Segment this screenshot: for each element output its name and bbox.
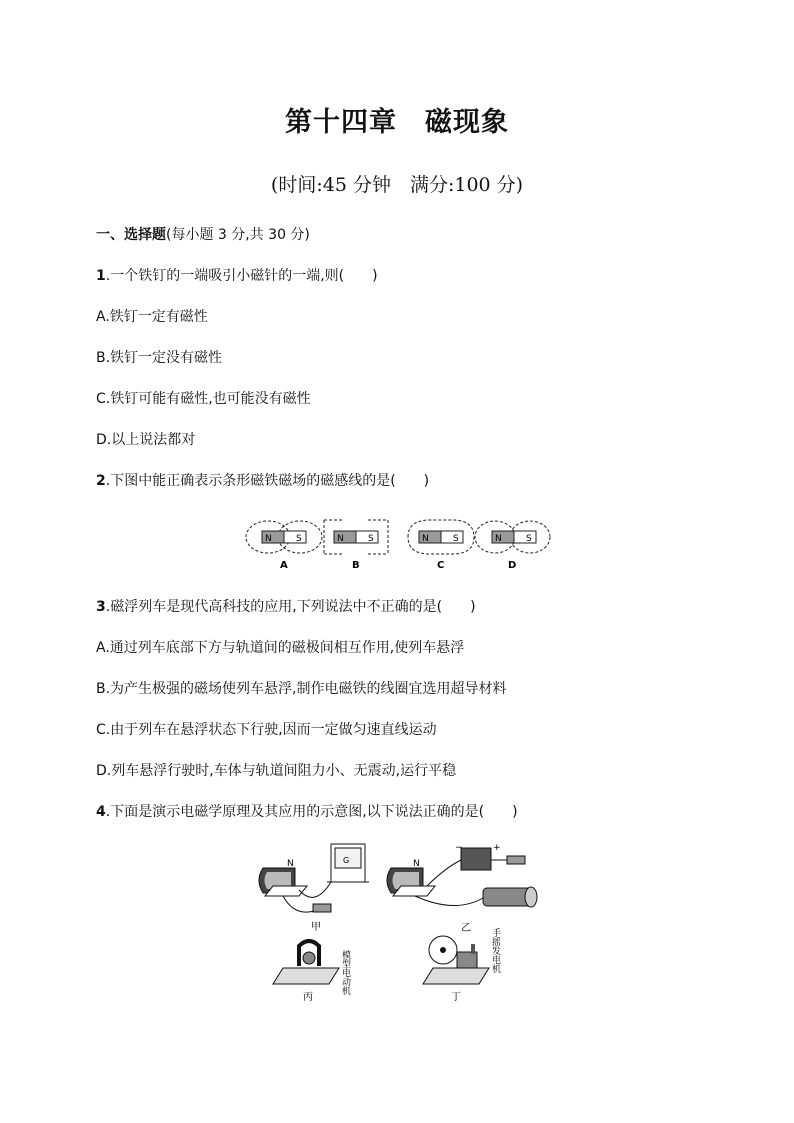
pole-s: S	[526, 534, 532, 544]
question-stem: .一个铁钉的一端吸引小磁针的一端,则( )	[105, 268, 378, 284]
pole-s: S	[368, 534, 374, 544]
electromagnetism-apparatus-figure	[255, 838, 555, 1008]
figure-option-b	[324, 520, 388, 571]
section-note: (每小题 3 分,共 30 分)	[166, 227, 310, 243]
figure-label-jia: 甲	[311, 922, 321, 933]
pole-n: N	[495, 534, 502, 544]
page-subtitle: (时间:45 分钟 满分:100 分)	[270, 174, 524, 196]
figure-label-d: D	[508, 560, 517, 571]
pole-n: N	[265, 534, 272, 544]
q1-option-c: C.铁钉可能有磁性,也可能没有磁性	[96, 391, 311, 407]
figure-label-a: A	[280, 560, 288, 571]
pole-s: S	[453, 534, 459, 544]
apparatus-jia	[259, 844, 369, 933]
figure-label-bing: 丙	[303, 992, 313, 1003]
q3-option-d: D.列车悬浮行驶时,车体与轨道间阻力小、无震动,运行平稳	[96, 763, 457, 779]
q3-option-b: B.为产生极强的磁场使列车悬浮,制作电磁铁的线圈宜选用超导材料	[96, 681, 507, 697]
figure-option-d	[475, 521, 550, 571]
figure-option-c	[408, 520, 474, 571]
q1-option-b: B.铁钉一定没有磁性	[96, 350, 223, 366]
pole-n: N	[422, 534, 429, 544]
galvanometer-g-icon: G	[343, 856, 350, 865]
pole-n: N	[413, 859, 420, 869]
figure-label-b: B	[352, 560, 360, 571]
question-3	[96, 596, 476, 616]
minus-terminal-icon: −	[455, 843, 463, 853]
q3-option-c: C.由于列车在悬浮状态下行驶,因而一定做匀速直线运动	[96, 722, 437, 738]
question-1	[96, 265, 378, 285]
question-number: 3	[96, 599, 106, 615]
apparatus-ding	[423, 927, 501, 1003]
question-number: 4	[96, 804, 106, 820]
magnetic-field-lines-figure	[240, 512, 555, 574]
pole-n: N	[287, 859, 294, 869]
figure-option-a	[246, 521, 322, 571]
caption-hand-generator: 手摇发电机	[490, 928, 500, 973]
question-number: 2	[96, 473, 106, 489]
question-stem: .下图中能正确表示条形磁铁磁场的磁感线的是( )	[105, 473, 430, 489]
figure-label-yi: 乙	[461, 923, 471, 934]
question-stem: .磁浮列车是现代高科技的应用,下列说法中不正确的是( )	[105, 599, 476, 615]
q1-option-d: D.以上说法都对	[96, 432, 196, 448]
question-stem: .下面是演示电磁学原理及其应用的示意图,以下说法正确的是( )	[105, 804, 518, 820]
pole-n: N	[337, 534, 344, 544]
plus-terminal-icon: +	[493, 843, 501, 853]
figure-label-c: C	[437, 560, 445, 571]
question-4	[96, 801, 518, 821]
q1-option-a: A.铁钉一定有磁性	[96, 309, 208, 325]
apparatus-bing	[273, 941, 351, 1003]
caption-model-motor: 模型电动机	[340, 950, 350, 995]
section-title: 一、选择题	[96, 227, 166, 243]
pole-s: S	[296, 534, 302, 544]
page-title: 第十四章 磁现象	[285, 107, 509, 138]
apparatus-yi	[387, 843, 537, 934]
question-2	[96, 470, 429, 490]
q3-option-a: A.通过列车底部下方与轨道间的磁极间相互作用,使列车悬浮	[96, 640, 465, 656]
question-number: 1	[96, 268, 106, 284]
section-heading	[96, 224, 310, 244]
figure-label-ding: 丁	[451, 992, 461, 1003]
